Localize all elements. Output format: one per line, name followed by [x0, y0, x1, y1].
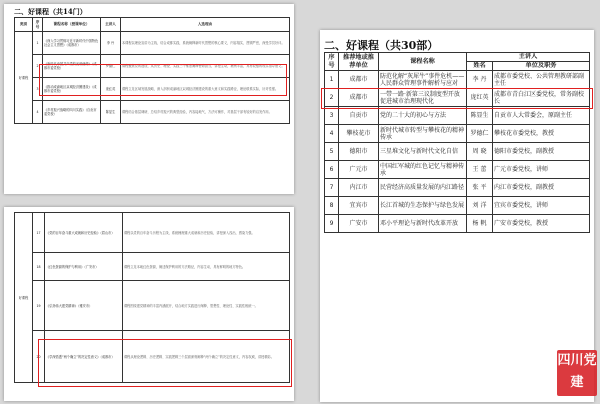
course-reason: 课程立足区域发展战略，深入剖析成渝地区双城经济圈建设的重大意义和实践路径，理论联系实际，针对性强。: [121, 78, 290, 101]
table-row: [15, 281, 290, 331]
table-header: 入选理由: [121, 18, 290, 32]
table-header: 序号: [325, 53, 339, 71]
region: 广元市: [339, 161, 379, 179]
region: 广安市: [339, 215, 379, 233]
table-header: 主讲人: [467, 53, 590, 62]
document-page-bottom-left: [4, 207, 294, 401]
course-name: 《学深悟透“两个确立”的决定性意义》（成都市）: [45, 331, 123, 383]
category-cell: 好课程: [15, 213, 33, 383]
region: 成都市: [339, 71, 379, 89]
document-page-top-left: [4, 4, 294, 194]
row-number: 6: [325, 161, 339, 179]
region: 成都市: [339, 89, 379, 107]
table-row: [325, 125, 590, 143]
region: 攀枝花市: [339, 125, 379, 143]
table-row: [15, 101, 290, 124]
highlight-box: [321, 88, 593, 109]
course-name: 邓小平理论与新时代改革开放: [379, 215, 467, 233]
highlight-box: [39, 64, 287, 96]
row-number: 20: [33, 331, 45, 383]
course-reason: 课程围绕建党精神的丰富内涵展开，结合地方实践进行阐释，思想性、理论性、实践性相统一。: [123, 281, 290, 331]
row-number: 1: [325, 71, 339, 89]
region: 宜宾市: [339, 197, 379, 215]
speaker-unit: 广安市委党校，教授: [493, 215, 590, 233]
row-number: 3: [325, 107, 339, 125]
row-number: 7: [325, 179, 339, 197]
speaker-name: 庞红英: [467, 89, 493, 107]
course-reason: 课程聚焦党的建设，从历史、理论、实践三个维度阐释使命担当，讲授生动，案例丰富，具有较强的现实指导意义。: [121, 55, 290, 78]
speaker-name: 陈显生: [101, 101, 121, 124]
table-header: 课程名称（授课单位）: [43, 18, 101, 32]
row-number: 1: [33, 32, 43, 55]
course-name: 三星堆文化与新时代文化自信: [379, 143, 467, 161]
course-name: 民营经济高质量发展的内江路径: [379, 179, 467, 197]
speaker-name: 李 丹: [101, 32, 121, 55]
row-number: 8: [325, 197, 339, 215]
speaker-unit: 宜宾市委党校，讲师: [493, 197, 590, 215]
course-reason: 课程立足本地红色资源，阐述保护利用的方法路径，内容生动，具有鲜明的地方特色。: [123, 253, 290, 281]
speaker-unit: 成都市青白江区委党校，常务副校长: [493, 89, 590, 107]
speaker-name: 陈显生: [467, 107, 493, 125]
category-cell: 好课程: [15, 32, 33, 124]
table-header: 单位及职务: [493, 62, 590, 71]
course-name: 中国红军城的红色记忆与精神传承: [379, 161, 467, 179]
row-number: 2: [33, 55, 43, 78]
course-name: 《红色资源的保护与利用》（广安市）: [45, 253, 123, 281]
course-name: 《新时代中国共产党的光荣使命》（成都市委党校）: [43, 55, 101, 78]
course-name: 一带一路·新第三议制度型开放促进城市治理现代化: [379, 89, 467, 107]
course-reason: 课程结合基层调研，总结乡村振兴的典型经验，内容接地气，方法可操作，对基层干部有较好的启发作用。: [121, 101, 290, 124]
speaker-name: 李 丹: [467, 71, 493, 89]
watermark-stamp: 四川党建: [557, 350, 597, 396]
row-number: 5: [325, 143, 339, 161]
course-name: 新时代城市转型与攀枝花的精神传承: [379, 125, 467, 143]
row-number: 3: [33, 78, 43, 101]
table-row: [15, 253, 290, 281]
speaker-name: 王 蕾: [467, 161, 493, 179]
course-name: 《推动成渝地区双城经济圈建设》（成都市委党校）: [43, 78, 101, 101]
region: 德阳市: [339, 143, 379, 161]
page3-section-title: 二、好课程（共30部）: [324, 39, 439, 52]
row-number: 18: [33, 253, 45, 281]
table-row: [325, 197, 590, 215]
speaker-name: 刘 洋: [467, 197, 493, 215]
speaker-name: 罗德仁: [101, 55, 121, 78]
speaker-name: 周 晓: [467, 143, 493, 161]
course-reason: 课程以党的百年奋斗历程为主线，系统梳理重大成就和历史经验，讲授深入浅出，感染力强。: [123, 213, 290, 253]
region: 自贡市: [339, 107, 379, 125]
speaker-unit: 自贡市人大常委会，原副主任: [493, 107, 590, 125]
course-name: 党的二十大的初心与方法: [379, 107, 467, 125]
speaker-name: 张 平: [467, 179, 493, 197]
course-name: 《乡村振兴战略的四川实践》（自贡市委党校）: [43, 101, 101, 124]
speaker-name: 杨 帆: [467, 215, 493, 233]
speaker-name: 罗德仁: [467, 125, 493, 143]
speaker-unit: 广元市委党校，讲师: [493, 161, 590, 179]
page3-course-table: [324, 52, 590, 233]
table-header: 序号: [33, 18, 43, 32]
table-header: 姓名: [467, 62, 493, 71]
table-header: 主讲人: [101, 18, 121, 32]
table-row: [325, 161, 590, 179]
table-row: [325, 215, 590, 233]
table-header: 课程名称: [379, 53, 467, 71]
speaker-unit: 德阳市委党校，副教授: [493, 143, 590, 161]
course-name: 《党的百年奋斗重大成就和历史经验》（眉山市）: [45, 213, 123, 253]
row-number: 19: [33, 281, 45, 331]
table-row: [325, 71, 590, 89]
row-number: 4: [33, 101, 43, 124]
speaker-name: 庞红英: [101, 78, 121, 101]
speaker-unit: 攀枝花市委党校，教授: [493, 125, 590, 143]
table-row: [15, 32, 290, 55]
highlight-box: [38, 339, 292, 387]
table-header: 推荐地或推荐单位: [339, 53, 379, 71]
speaker-unit: 内江市委党校，副教授: [493, 179, 590, 197]
table-row: [325, 179, 590, 197]
document-page-right: [320, 30, 594, 402]
course-reason: 课程从理论逻辑、历史逻辑、实践逻辑三个层面深刻阐释“两个确立”的决定性意义，内容权威，讲授精彩。: [123, 331, 290, 383]
course-name: 《弘扬伟大建党精神》（雅安市）: [45, 281, 123, 331]
speaker-unit: 成都市委党校、公共管理教研部副主任: [493, 71, 590, 89]
row-number: 9: [325, 215, 339, 233]
table-row: [325, 143, 590, 161]
course-name: 《深入学习贯彻习近平新时代中国特色社会主义思想》（成都市）: [43, 32, 101, 55]
region: 内江市: [339, 179, 379, 197]
table-row: [15, 213, 290, 253]
row-number: 17: [33, 213, 45, 253]
course-name: 防范化解“灰犀牛”事件危机——人民群众管理事件解析与应对: [379, 71, 467, 89]
row-number: 4: [325, 125, 339, 143]
row-number: 2: [325, 89, 339, 107]
page1-section-title: 二、好课程（共14门）: [14, 7, 87, 16]
table-header: 类别: [15, 18, 33, 32]
course-name: 长江首城的生态保护与绿色发展: [379, 197, 467, 215]
table-row: [325, 107, 590, 125]
course-reason: 本课程以理论宣讲为主线，结合成都实践，系统阐释新时代思想的核心要义，内容翔实，逻辑严密，深受学员好评。: [121, 32, 290, 55]
